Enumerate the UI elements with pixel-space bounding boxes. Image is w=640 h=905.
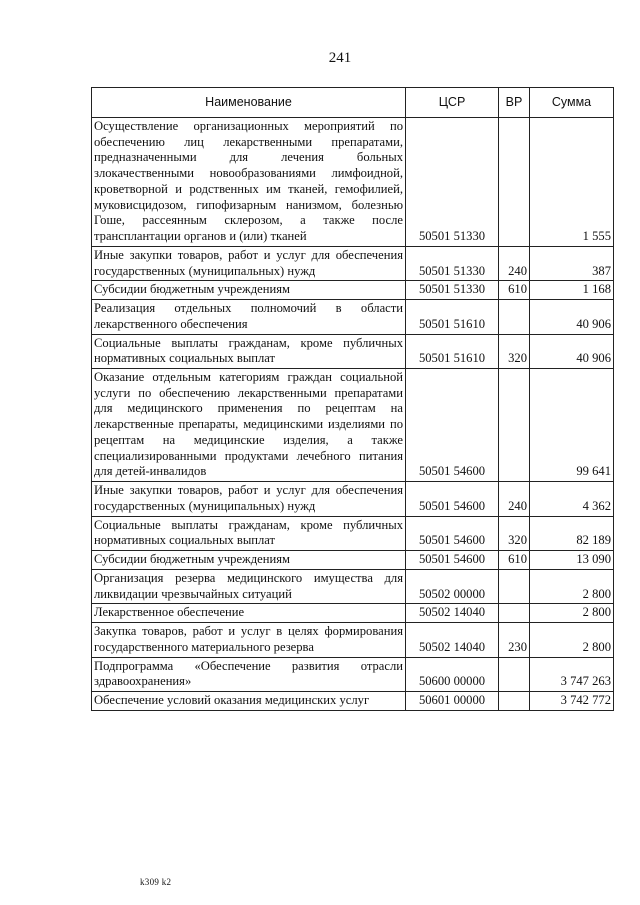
- column-header-name: Наименование: [92, 88, 406, 118]
- row-sum: 13 090: [530, 551, 614, 570]
- row-name: Обеспечение условий оказания медицинских услуг: [92, 691, 406, 710]
- row-vr: 610: [499, 551, 530, 570]
- row-name: Закупка товаров, работ и услуг в целях формирования государственного материального резерва: [92, 623, 406, 657]
- row-sum: 99 641: [530, 369, 614, 482]
- row-sum: 1 168: [530, 281, 614, 300]
- row-csr: 50502 00000: [406, 569, 499, 603]
- row-name: Социальные выплаты гражданам, кроме публичных нормативных социальных выплат: [92, 516, 406, 550]
- row-vr: 320: [499, 334, 530, 368]
- column-header-sum: Сумма: [530, 88, 614, 118]
- table-row: [92, 482, 614, 516]
- row-vr: 240: [499, 482, 530, 516]
- row-name: Подпрограмма «Обеспечение развития отрасли здравоохранения»: [92, 657, 406, 691]
- table-row: [92, 516, 614, 550]
- row-csr: 50501 51610: [406, 334, 499, 368]
- row-sum: 2 800: [530, 604, 614, 623]
- row-vr: 240: [499, 246, 530, 280]
- table-row: [92, 569, 614, 603]
- row-sum: 2 800: [530, 623, 614, 657]
- row-csr: 50501 54600: [406, 516, 499, 550]
- table-row: [92, 118, 614, 247]
- row-csr: 50501 54600: [406, 482, 499, 516]
- table-row: [92, 281, 614, 300]
- row-name: Реализация отдельных полномочий в области лекарственного обеспечения: [92, 300, 406, 334]
- row-vr: [499, 369, 530, 482]
- table-row: [92, 551, 614, 570]
- table-row: [92, 623, 614, 657]
- row-csr: 50501 54600: [406, 551, 499, 570]
- row-csr: 50501 54600: [406, 369, 499, 482]
- row-sum: 387: [530, 246, 614, 280]
- row-sum: 4 362: [530, 482, 614, 516]
- row-name: Организация резерва медицинского имущества для ликвидации чрезвычайных ситуаций: [92, 569, 406, 603]
- row-name: Субсидии бюджетным учреждениям: [92, 551, 406, 570]
- table-header-row: [92, 88, 614, 118]
- row-csr: 50501 51610: [406, 300, 499, 334]
- row-csr: 50501 51330: [406, 118, 499, 247]
- row-name: Осуществление организационных мероприятий по обеспечению лиц лекарственными препаратами, предназначенными для лечения больных злокачественными новообразованиями лимфоидной, кроветворной и родственных им тканей, гемофилией, муковисцидозом, гипофизарным нанизмом, болезнью Гоше, рассеянным склерозом, а также после трансплантации органов и (или) тканей: [92, 118, 406, 247]
- row-name: Субсидии бюджетным учреждениям: [92, 281, 406, 300]
- row-csr: 50501 51330: [406, 246, 499, 280]
- row-vr: [499, 118, 530, 247]
- table-row: [92, 369, 614, 482]
- row-sum: 3 742 772: [530, 691, 614, 710]
- row-csr: 50502 14040: [406, 623, 499, 657]
- row-vr: [499, 604, 530, 623]
- row-sum: 40 906: [530, 334, 614, 368]
- column-header-vr: ВР: [499, 88, 530, 118]
- row-name: Социальные выплаты гражданам, кроме публичных нормативных социальных выплат: [92, 334, 406, 368]
- row-csr: 50600 00000: [406, 657, 499, 691]
- row-sum: 1 555: [530, 118, 614, 247]
- table-row: [92, 657, 614, 691]
- row-name: Иные закупки товаров, работ и услуг для обеспечения государственных (муниципальных) нужд: [92, 246, 406, 280]
- column-header-csr: ЦСР: [406, 88, 499, 118]
- page-number: 241: [328, 50, 352, 66]
- table-row: [92, 246, 614, 280]
- table-row: [92, 691, 614, 710]
- row-vr: [499, 657, 530, 691]
- row-name: Оказание отдельным категориям граждан социальной услуги по обеспечению лекарственными препаратами для медицинского применения по рецептам на лекарственные препараты, медицинскими изделиями по рецептам на медицинские изделия, а также специализированными продуктами лечебного питания для детей-инвалидов: [92, 369, 406, 482]
- row-sum: 2 800: [530, 569, 614, 603]
- row-sum: 40 906: [530, 300, 614, 334]
- row-vr: [499, 569, 530, 603]
- row-name: Лекарственное обеспечение: [92, 604, 406, 623]
- row-vr: 610: [499, 281, 530, 300]
- table-row: [92, 604, 614, 623]
- budget-table: [91, 87, 614, 711]
- row-vr: [499, 691, 530, 710]
- row-csr: 50601 00000: [406, 691, 499, 710]
- table-row: [92, 334, 614, 368]
- row-vr: [499, 300, 530, 334]
- row-sum: 3 747 263: [530, 657, 614, 691]
- row-vr: 230: [499, 623, 530, 657]
- table-row: [92, 300, 614, 334]
- row-vr: 320: [499, 516, 530, 550]
- row-csr: 50502 14040: [406, 604, 499, 623]
- row-csr: 50501 51330: [406, 281, 499, 300]
- footer-document-code: k309 k2: [140, 877, 172, 887]
- row-sum: 82 189: [530, 516, 614, 550]
- row-name: Иные закупки товаров, работ и услуг для обеспечения государственных (муниципальных) нужд: [92, 482, 406, 516]
